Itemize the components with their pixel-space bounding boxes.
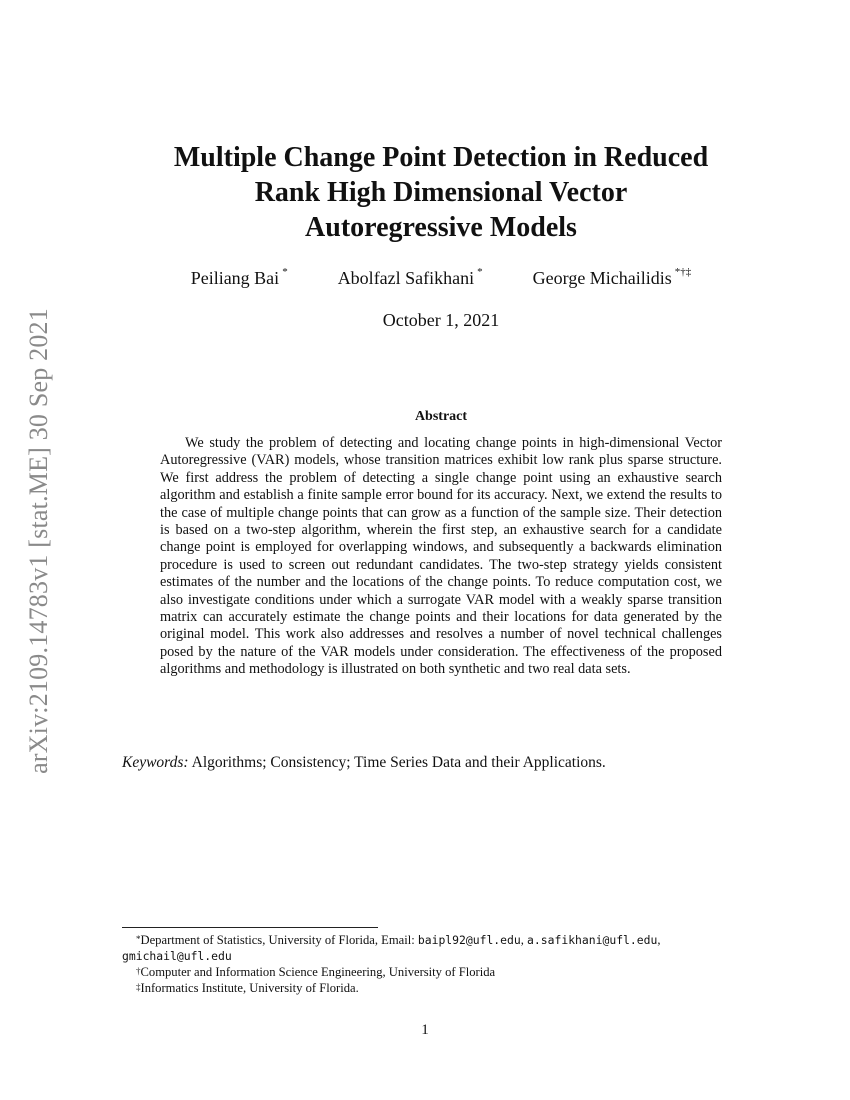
footnotes bbox=[122, 932, 762, 996]
email-link-safikhani[interactable]: a.safikhani@ufl.edu bbox=[527, 933, 658, 947]
footnote-mark-dagger: † bbox=[136, 966, 141, 976]
paper-title bbox=[110, 140, 772, 245]
footnote-department-text: Department of Statistics, University of Florida, Email: bbox=[140, 933, 415, 947]
abstract-heading: Abstract bbox=[414, 409, 468, 424]
author-name: Abolfazl Safikhani bbox=[337, 268, 475, 288]
footnote-department: *Department of Statistics, University of Florida, Email: baipl92@ufl.edu, a.safikhani@ufl.edu, gmichail@ufl.edu bbox=[122, 933, 661, 963]
footnote-divider bbox=[122, 927, 378, 928]
footnote-cise bbox=[122, 964, 762, 980]
footnote-informatics bbox=[122, 980, 762, 996]
keywords-label: Keywords: bbox=[122, 754, 189, 771]
email-link-michailidis[interactable]: gmichail@ufl.edu bbox=[122, 949, 232, 963]
abstract-body: We study the problem of detecting and locating change points in high-dimensional Vector Autoregressive (VAR) models, whose transition matrices exhibit low rank plus sparse structure. We first address the problem of detecting a single change point using an exhaustive search algorithm and establish a finite sample error bound for its accuracy. Next, we extend the results to the case of multiple change points that can grow as a function of the sample size. Their detection is based on a two-step algorithm, wherein the first step, an exhaustive search for a candidate change point is employed for overlapping windows, and subsequently a backwards elimination procedure is used to screen out redundant candidates. The two-step strategy yields consistent estimates of the number and the locations of the change points. To reduce computation cost, we also investigate conditions under which a surrogate VAR model with a weakly sparse transition matrix can accurately estimate the change points and their locations for data generated by the original model. This work also addresses and resolves a number of novel technical challenges posed by the nature of the VAR models under consideration. The effectiveness of the proposed algorithms and methodology is illustrated on both synthetic and two real data sets. bbox=[160, 435, 722, 678]
title-line-2: Rank High Dimensional Vector bbox=[254, 177, 628, 208]
author-affiliation-marks: * bbox=[477, 266, 483, 278]
paper-date: October 1, 2021 bbox=[382, 310, 500, 330]
author-3 bbox=[533, 268, 692, 289]
author-affiliation-marks: *†‡ bbox=[674, 266, 692, 278]
email-separator: , bbox=[520, 933, 528, 947]
author-name: Peiliang Bai bbox=[190, 268, 280, 288]
title-line-3: Autoregressive Models bbox=[305, 212, 577, 243]
author-affiliation-marks: * bbox=[282, 266, 288, 278]
author-name: George Michailidis bbox=[532, 268, 672, 288]
keywords bbox=[122, 754, 762, 772]
email-link-bai[interactable]: baipl92@ufl.edu bbox=[417, 933, 521, 947]
footnote-informatics-text: Informatics Institute, University of Florida. bbox=[140, 981, 359, 995]
arxiv-identifier bbox=[20, 288, 58, 793]
footnote-cise-text: Computer and Information Science Engineering, University of Florida bbox=[140, 965, 496, 979]
keywords-text: Algorithms; Consistency; Time Series Data and their Applications. bbox=[191, 754, 606, 771]
author-2 bbox=[338, 268, 483, 289]
footnote-mark-star: * bbox=[136, 934, 141, 944]
author-list bbox=[110, 268, 772, 289]
footnote-mark-double-dagger: ‡ bbox=[136, 982, 141, 992]
page-number: 1 bbox=[421, 1022, 429, 1038]
title-line-1: Multiple Change Point Detection in Reduced bbox=[173, 142, 709, 173]
author-1 bbox=[191, 268, 288, 289]
arxiv-identifier-text: arXiv:2109.14783v1 [stat.ME] 30 Sep 2021 bbox=[24, 307, 53, 774]
